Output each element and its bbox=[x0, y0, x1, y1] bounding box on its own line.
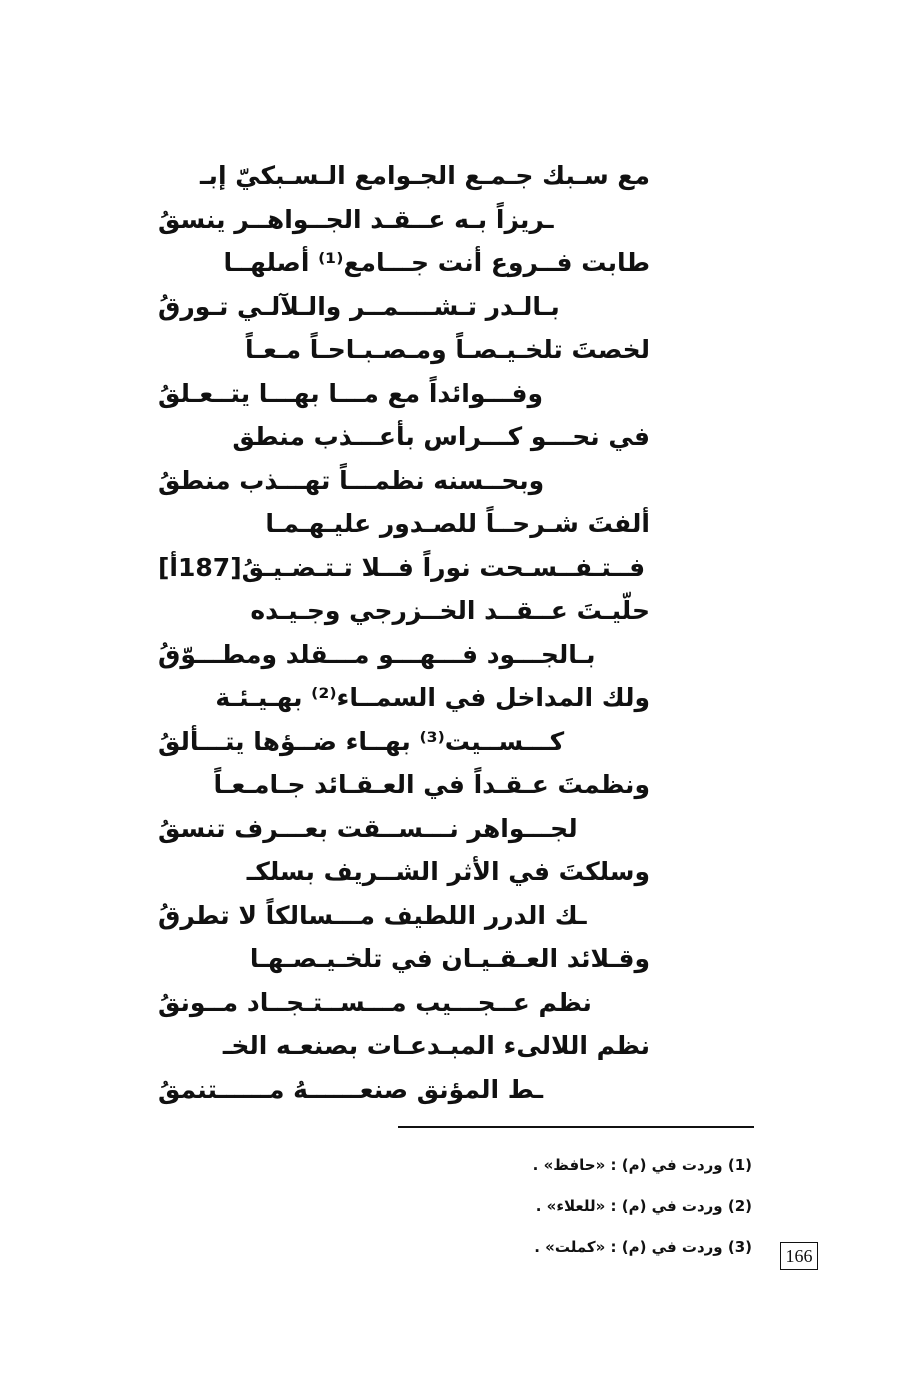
footnotes bbox=[400, 1150, 752, 1273]
footnote: (3) وردت في (م) : «كملت» . bbox=[534, 1238, 752, 1256]
verse-line: وبحــسنه نظمـــاً تهـــذب منطقُ bbox=[158, 465, 545, 495]
verse-line: مع سـبك جـمـع الجـوامع الـسـبكيّ إبـ bbox=[200, 161, 650, 190]
verse-line: في نحـــو كـــراس بأعـــذب منطق bbox=[232, 422, 650, 451]
poem-verses bbox=[150, 154, 650, 1111]
verse-line: وقـلائد العـقـيـان في تلخـيـصـهـا bbox=[249, 944, 650, 973]
verse-line: ـك الدرر اللطيف مـــسالكاً لا تطرقُ bbox=[158, 900, 587, 930]
footnote: (1) وردت في (م) : «حافظ» . bbox=[532, 1156, 752, 1174]
verse-line: ألفتَ شـرحــاً للصـدور عليـهـمـا bbox=[265, 509, 650, 538]
verse-line: لخصتَ تلخـيـصـاً ومـصـبـاحـاً مـعـاً bbox=[245, 335, 650, 364]
verse-line: وفـــوائداً مع مـــا بهـــا يتــعـلقُ bbox=[158, 378, 544, 408]
verse-line: فــتـفــسـحت نوراً فــلا تـتـضـيـقُ[187أ] bbox=[158, 552, 646, 582]
verse-line: لجـــواهر نـــســقت بعـــرف تنسقُ bbox=[158, 813, 578, 843]
verse-line: بـالجـــود فـــهـــو مـــقلد ومطـــوّقُ bbox=[158, 639, 596, 669]
verse-line: كـــســيت⁽³⁾ بهــاء ضــؤها يتـــألقُ bbox=[158, 726, 565, 756]
footnote-divider bbox=[398, 1126, 754, 1128]
verse-line: ونظمتَ عـقـداً في العـقـائد جـامـعـاً bbox=[213, 770, 650, 799]
verse-line: بـالـدر تـشــــمــر والـلآلـي تـورقُ bbox=[158, 291, 560, 321]
verse-line: نظم اللالىء المبـدعـات بصنعـه الخـ bbox=[222, 1031, 650, 1060]
verse-line: نظم عــجـــيب مـــســتـجــاد مــونقُ bbox=[158, 987, 592, 1017]
verse-line: ـط المؤنق صنعــــــهُ مــــــتنمقُ bbox=[158, 1074, 544, 1104]
verse-line: حلّيـتَ عــقــد الخــزرجي وجـيـده bbox=[250, 596, 650, 625]
page-number: 166 bbox=[780, 1242, 818, 1270]
verse-line: ولك المداخل في السمــاء⁽²⁾ بهـيـئـة bbox=[215, 683, 650, 712]
footnote: (2) وردت في (م) : «للعلاء» . bbox=[535, 1197, 752, 1215]
verse-line: طابت فــروع أنت جـــامع⁽¹⁾ أصلهــا bbox=[223, 248, 650, 277]
verse-line: ـريزاً بـه عــقـد الجــواهــر ينسقُ bbox=[158, 204, 554, 234]
verse-line: وسلكتَ في الأثر الشــريف بسلكـ bbox=[246, 857, 650, 886]
